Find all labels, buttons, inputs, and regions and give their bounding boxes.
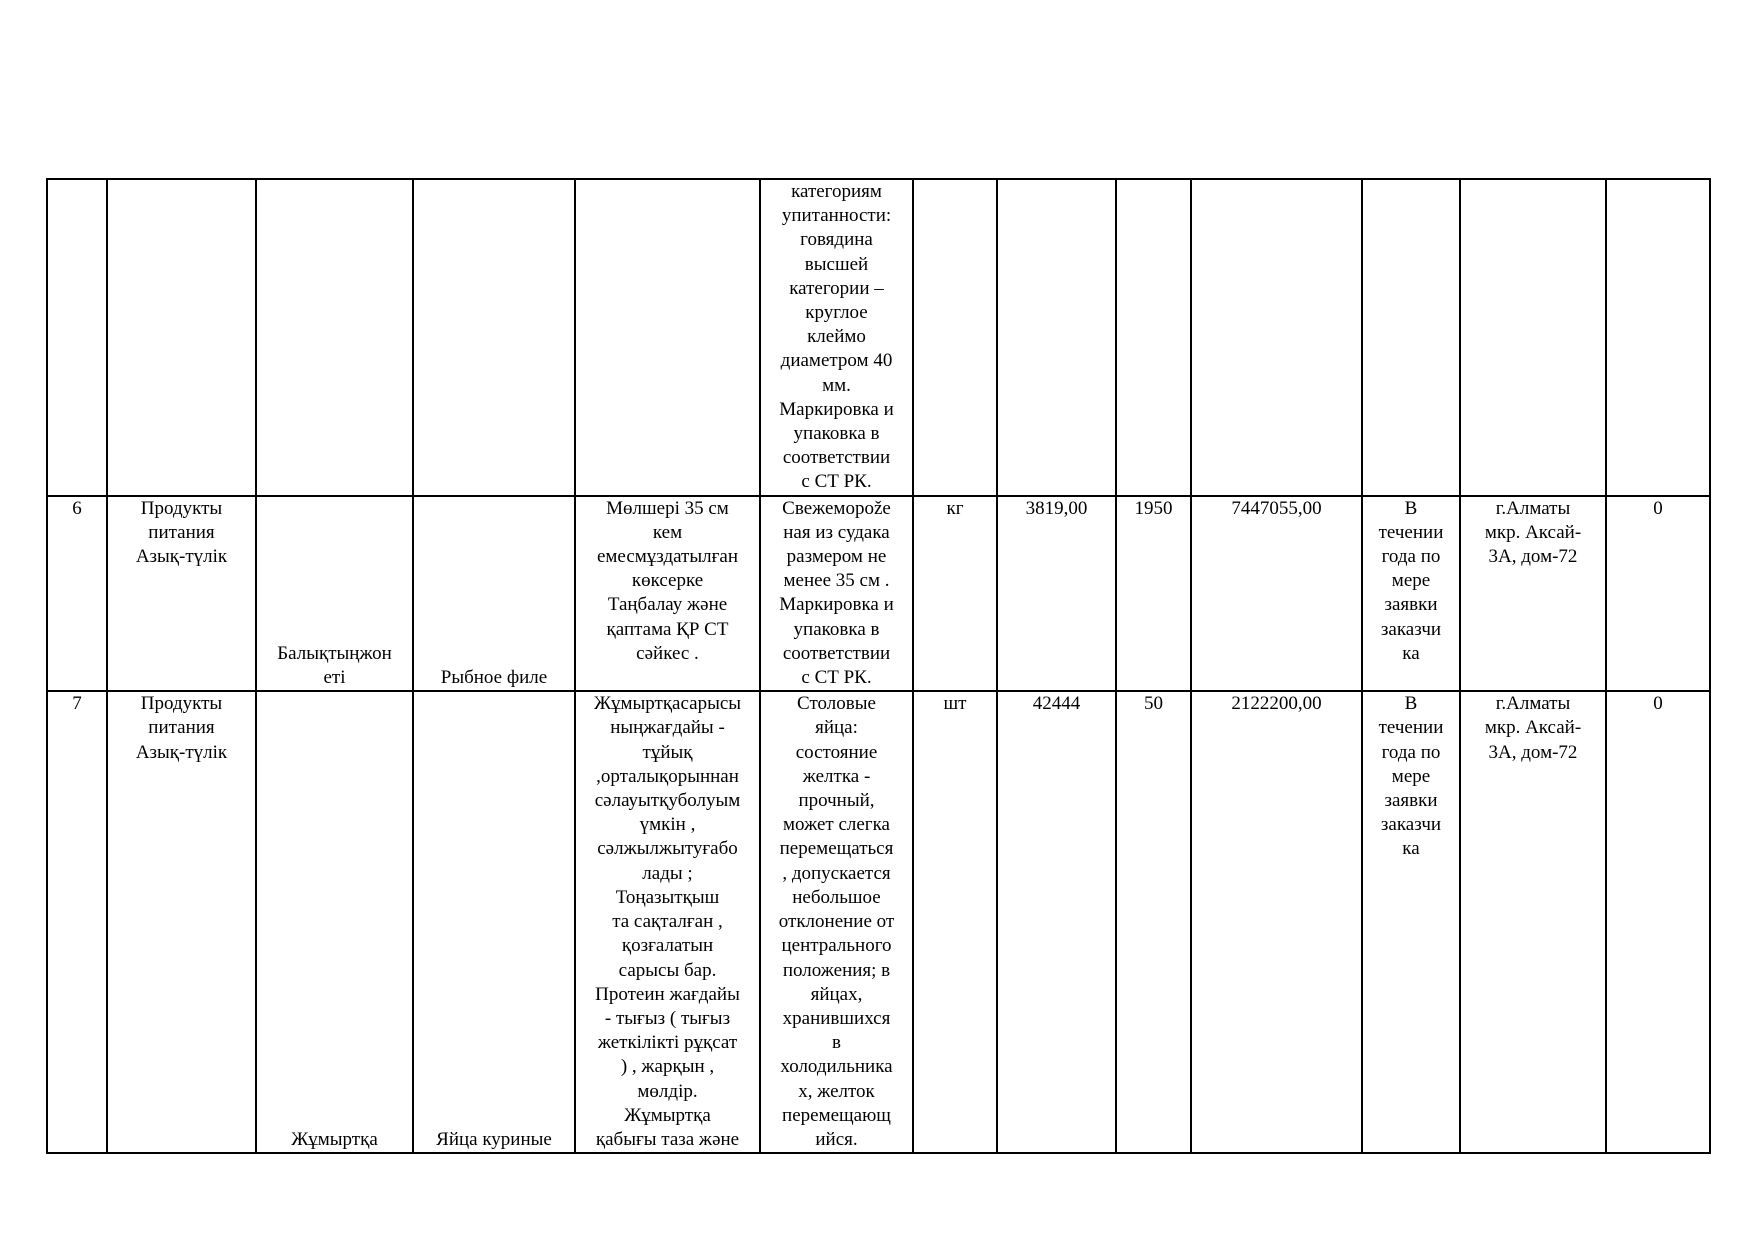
cell-category: Продукты питания Азық-түлік bbox=[107, 496, 256, 692]
cell-advance: 0 bbox=[1606, 691, 1710, 1153]
cell-term: В течении года по мере заявки заказчи ка bbox=[1362, 691, 1460, 1153]
procurement-table bbox=[46, 178, 1711, 1154]
cell-spec-kz: Мөлшері 35 см кем емесмұздатылған көксерке Таңбалау және қаптама ҚР СТ сәйкес . bbox=[575, 496, 760, 692]
cell-name-kz bbox=[256, 179, 413, 496]
cell-num bbox=[47, 179, 107, 496]
cell-place: г.Алматы мкр. Аксай- 3А, дом-72 bbox=[1460, 691, 1606, 1153]
cell-advance bbox=[1606, 179, 1710, 496]
cell-place bbox=[1460, 179, 1606, 496]
table-row bbox=[47, 691, 1710, 1153]
cell-unit bbox=[913, 179, 997, 496]
cell-price: 1950 bbox=[1116, 496, 1191, 692]
cell-spec-ru: категориям упитанности: говядина высшей категории – круглое клеймо диаметром 40 мм. Маркировка и упаковка в соответствии с СТ РК. bbox=[760, 179, 913, 496]
table-row bbox=[47, 496, 1710, 692]
cell-category bbox=[107, 179, 256, 496]
cell-category: Продукты питания Азық-түлік bbox=[107, 691, 256, 1153]
cell-quantity: 3819,00 bbox=[997, 496, 1116, 692]
cell-spec-ru: Свежеморože ная из судака размером не менее 35 см . Маркировка и упаковка в соответствии с СТ РК. bbox=[760, 496, 913, 692]
cell-term bbox=[1362, 179, 1460, 496]
cell-quantity: 42444 bbox=[997, 691, 1116, 1153]
cell-price: 50 bbox=[1116, 691, 1191, 1153]
cell-spec-kz bbox=[575, 179, 760, 496]
cell-unit: шт bbox=[913, 691, 997, 1153]
cell-spec-kz: Жұмыртқасарысы ныңжағдайы - тұйық ,орталықорыннан сәлауытқуболуым үмкін , сәлжылжытуғабо лады ; Тоңазытқыш та сақталған , қозғалатын сарысы бар. Протеин жағдайы - тығыз ( тығыз жеткілікті рұқсат ) , жарқын , мөлдір. Жұмыртқа қабығы таза және bbox=[575, 691, 760, 1153]
cell-name-ru: Рыбное филе bbox=[413, 496, 575, 692]
cell-place: г.Алматы мкр. Аксай- 3А, дом-72 bbox=[1460, 496, 1606, 692]
cell-price bbox=[1116, 179, 1191, 496]
cell-unit: кг bbox=[913, 496, 997, 692]
cell-advance: 0 bbox=[1606, 496, 1710, 692]
cell-amount bbox=[1191, 179, 1362, 496]
cell-name-kz: Балықтыңжон еті bbox=[256, 496, 413, 692]
cell-num: 7 bbox=[47, 691, 107, 1153]
cell-name-kz: Жұмыртқа bbox=[256, 691, 413, 1153]
cell-name-ru: Яйца куриные bbox=[413, 691, 575, 1153]
cell-term: В течении года по мере заявки заказчи ка bbox=[1362, 496, 1460, 692]
cell-name-ru bbox=[413, 179, 575, 496]
cell-quantity bbox=[997, 179, 1116, 496]
cell-spec-ru: Столовые яйца: состояние желтка - прочный, может слегка перемещаться , допускается небольшое отклонение от центрального положения; в яйцах, хранившихся в холодильника х, желток перемещающ ийся. bbox=[760, 691, 913, 1153]
table-row bbox=[47, 179, 1710, 496]
cell-num: 6 bbox=[47, 496, 107, 692]
cell-amount: 7447055,00 bbox=[1191, 496, 1362, 692]
cell-amount: 2122200,00 bbox=[1191, 691, 1362, 1153]
